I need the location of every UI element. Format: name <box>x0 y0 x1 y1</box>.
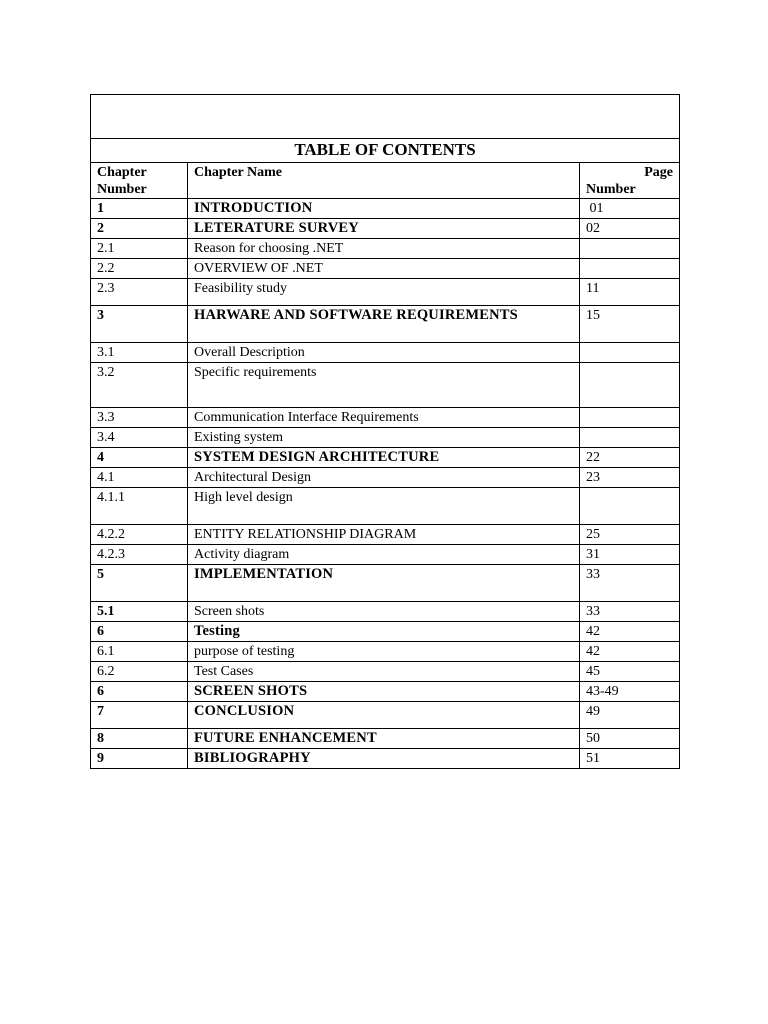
page-number-cell: 51 <box>580 749 680 769</box>
chapter-name-cell: BIBLIOGRAPHY <box>188 749 580 769</box>
page-number-cell: 22 <box>580 448 680 468</box>
chapter-number-cell: 8 <box>91 729 188 749</box>
chapter-number-cell: 6.1 <box>91 642 188 662</box>
table-row <box>91 448 680 468</box>
chapter-number-cell: 7 <box>91 702 188 729</box>
page-number-cell: 23 <box>580 468 680 488</box>
chapter-name-cell: High level design <box>188 488 580 525</box>
chapter-number-cell: 3.3 <box>91 408 188 428</box>
page-number-cell: 50 <box>580 729 680 749</box>
chapter-name-cell: Feasibility study <box>188 279 580 306</box>
chapter-name-cell: Overall Description <box>188 343 580 363</box>
page-number-cell: 42 <box>580 642 680 662</box>
table-row <box>91 408 680 428</box>
page-number-cell <box>580 259 680 279</box>
table-row <box>91 729 680 749</box>
page-number-cell: 25 <box>580 525 680 545</box>
chapter-name-cell: SCREEN SHOTS <box>188 682 580 702</box>
table-row <box>91 428 680 448</box>
page-number-cell: 45 <box>580 662 680 682</box>
blank-header-row <box>91 95 680 139</box>
chapter-name-cell: Testing <box>188 622 580 642</box>
table-row <box>91 642 680 662</box>
chapter-number-cell: 2.1 <box>91 239 188 259</box>
chapter-name-cell: Reason for choosing .NET <box>188 239 580 259</box>
table-row <box>91 363 680 408</box>
table-row <box>91 622 680 642</box>
table-of-contents <box>90 94 680 769</box>
chapter-name-cell: CONCLUSION <box>188 702 580 729</box>
chapter-name-cell: Existing system <box>188 428 580 448</box>
chapter-number-cell: 4.1.1 <box>91 488 188 525</box>
chapter-name-cell: Communication Interface Requirements <box>188 408 580 428</box>
header-chapter-number <box>91 163 188 199</box>
chapter-number-cell: 9 <box>91 749 188 769</box>
page-number-cell: 33 <box>580 565 680 602</box>
table-row <box>91 239 680 259</box>
page-number-cell: 49 <box>580 702 680 729</box>
chapter-number-cell: 5 <box>91 565 188 602</box>
header-page-number-line2: Number <box>586 182 636 197</box>
chapter-number-cell: 6 <box>91 682 188 702</box>
chapter-number-cell: 5.1 <box>91 602 188 622</box>
table-row <box>91 468 680 488</box>
chapter-number-cell: 3.2 <box>91 363 188 408</box>
chapter-number-cell: 2.2 <box>91 259 188 279</box>
page-number-cell <box>580 488 680 525</box>
header-chapter-number-line1: Chapter <box>97 165 147 180</box>
page-number-cell: 43-49 <box>580 682 680 702</box>
table-row <box>91 219 680 239</box>
chapter-number-cell: 6.2 <box>91 662 188 682</box>
page-number-cell: 02 <box>580 219 680 239</box>
header-chapter-number-line2: Number <box>97 182 147 197</box>
chapter-number-cell: 4 <box>91 448 188 468</box>
page-number-cell: 33 <box>580 602 680 622</box>
chapter-name-cell: SYSTEM DESIGN ARCHITECTURE <box>188 448 580 468</box>
chapter-number-cell: 1 <box>91 199 188 219</box>
table-row <box>91 749 680 769</box>
chapter-name-cell: HARWARE AND SOFTWARE REQUIREMENTS <box>188 306 580 343</box>
chapter-name-cell: IMPLEMENTATION <box>188 565 580 602</box>
chapter-name-cell: FUTURE ENHANCEMENT <box>188 729 580 749</box>
chapter-number-cell: 4.1 <box>91 468 188 488</box>
table-row <box>91 343 680 363</box>
page-number-cell: 11 <box>580 279 680 306</box>
table-row <box>91 199 680 219</box>
header-page-number-line1: Page <box>644 165 674 180</box>
chapter-name-cell: Screen shots <box>188 602 580 622</box>
header-row <box>91 163 680 199</box>
chapter-number-cell: 2 <box>91 219 188 239</box>
blank-cell <box>91 95 680 139</box>
chapter-name-cell: Test Cases <box>188 662 580 682</box>
table-row <box>91 682 680 702</box>
page-number-cell: 31 <box>580 545 680 565</box>
table-row <box>91 488 680 525</box>
chapter-name-cell: OVERVIEW OF .NET <box>188 259 580 279</box>
page-number-cell <box>580 239 680 259</box>
title-row <box>91 139 680 163</box>
page-number-cell: 42 <box>580 622 680 642</box>
chapter-number-cell: 4.2.2 <box>91 525 188 545</box>
chapter-number-cell: 3.1 <box>91 343 188 363</box>
chapter-name-cell: purpose of testing <box>188 642 580 662</box>
chapter-name-cell: Activity diagram <box>188 545 580 565</box>
chapter-name-cell: ENTITY RELATIONSHIP DIAGRAM <box>188 525 580 545</box>
header-chapter-name: Chapter Name <box>188 163 580 199</box>
chapter-name-cell: Architectural Design <box>188 468 580 488</box>
chapter-name-cell: LETERATURE SURVEY <box>188 219 580 239</box>
page-number-cell: 01 <box>580 199 680 219</box>
table-row <box>91 259 680 279</box>
table-row <box>91 525 680 545</box>
page-number-cell <box>580 428 680 448</box>
toc-title: TABLE OF CONTENTS <box>91 139 680 163</box>
table-row <box>91 602 680 622</box>
page-number-cell <box>580 408 680 428</box>
header-page-number <box>580 163 680 199</box>
chapter-number-cell: 3 <box>91 306 188 343</box>
table-row <box>91 702 680 729</box>
chapter-name-cell: INTRODUCTION <box>188 199 580 219</box>
chapter-number-cell: 6 <box>91 622 188 642</box>
table-row <box>91 662 680 682</box>
table-row <box>91 279 680 306</box>
page-number-cell: 15 <box>580 306 680 343</box>
table-row <box>91 545 680 565</box>
chapter-number-cell: 2.3 <box>91 279 188 306</box>
page-number-cell <box>580 343 680 363</box>
table-row <box>91 306 680 343</box>
page-number-cell <box>580 363 680 408</box>
toc-rows <box>91 199 680 769</box>
chapter-name-cell: Specific requirements <box>188 363 580 408</box>
table-row <box>91 565 680 602</box>
chapter-number-cell: 3.4 <box>91 428 188 448</box>
chapter-number-cell: 4.2.3 <box>91 545 188 565</box>
